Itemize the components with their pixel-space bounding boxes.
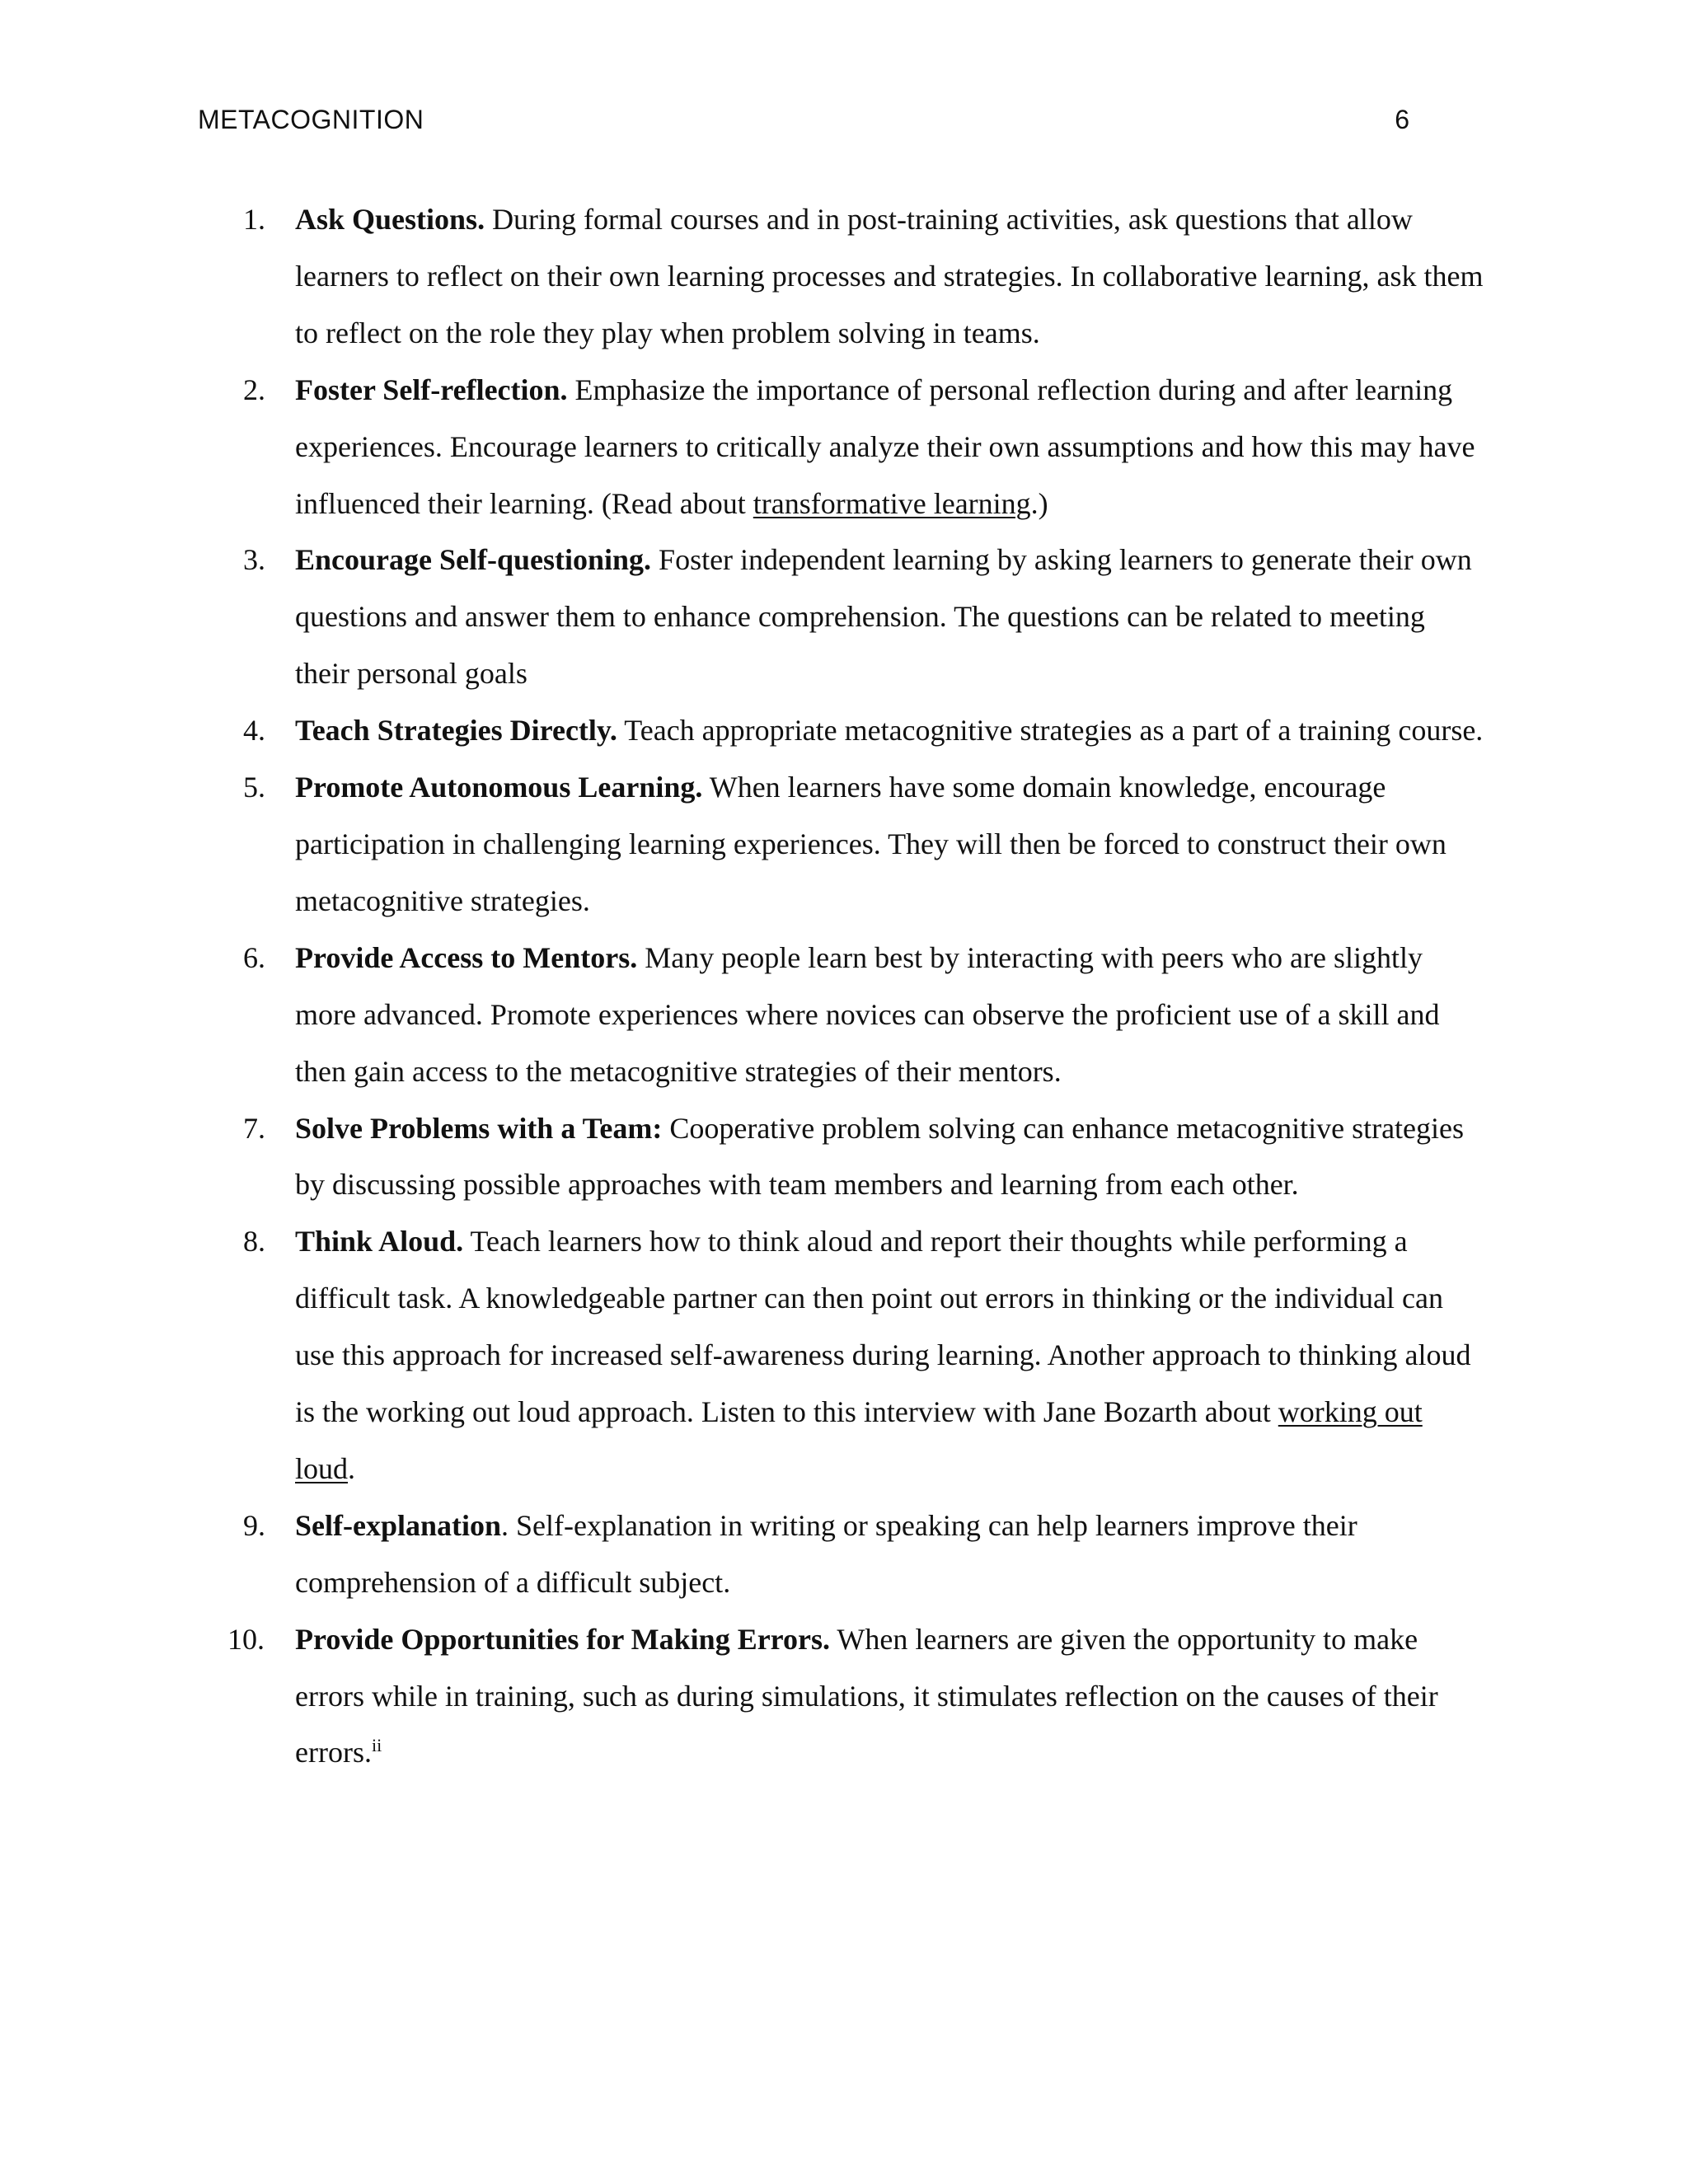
item-title: Ask Questions. bbox=[295, 203, 485, 236]
list-item bbox=[198, 532, 1484, 702]
working-out-loud-link[interactable]: working out loud bbox=[295, 1395, 1423, 1485]
list-item bbox=[198, 1100, 1484, 1214]
list-item bbox=[198, 1611, 1484, 1782]
list-item bbox=[198, 702, 1484, 759]
list-item bbox=[198, 759, 1484, 930]
list-item bbox=[198, 191, 1484, 362]
item-text: Teach learners how to think aloud and report their thoughts while performing a difficult task. A knowledgeable partner can then point out errors in thinking or the individual can use this approach for increased self-awareness during learning. Another approach to thinking aloud is the working out loud approach. Listen to this interview with Jane Bozarth about bbox=[295, 1225, 1471, 1429]
item-text: When learners have some domain knowledge, encourage participation in challenging learning experiences. They will then be forced to construct their own metacognitive strategies. bbox=[295, 771, 1447, 917]
item-text: Teach appropriate metacognitive strategies as a part of a training course. bbox=[617, 714, 1484, 748]
item-text-after: . bbox=[348, 1451, 356, 1485]
item-title: Solve Problems with a Team: bbox=[295, 1111, 663, 1145]
item-number: 7. bbox=[243, 1111, 265, 1145]
item-title: Encourage Self-questioning. bbox=[295, 543, 652, 577]
item-text: Emphasize the importance of personal reflection during and after learning experiences. Encourage learners to critically analyze their own assumptions and how this may have influenced their learning. (Read about bbox=[295, 373, 1475, 520]
item-title: Promote Autonomous Learning. bbox=[295, 771, 703, 804]
list-item bbox=[198, 1213, 1484, 1497]
page-number: 6 bbox=[1395, 105, 1409, 134]
item-text-after: .) bbox=[1030, 486, 1048, 520]
item-title: Foster Self-reflection. bbox=[295, 373, 568, 406]
item-title: Teach Strategies Directly. bbox=[295, 714, 617, 748]
item-number: 5. bbox=[243, 771, 265, 804]
item-number: 1. bbox=[243, 203, 265, 236]
list-item bbox=[198, 930, 1484, 1100]
item-number: 6. bbox=[243, 940, 265, 974]
item-text: Many people learn best by interacting with peers who are slightly more advanced. Promote experiences where novices can observe the proficient use of a skill and then gain access to the metacognitive strategies of their mentors. bbox=[295, 940, 1440, 1088]
item-title: Think Aloud. bbox=[295, 1225, 464, 1258]
endnote-marker: ii bbox=[371, 1735, 382, 1756]
strategy-list bbox=[198, 191, 1484, 1781]
item-text: Foster independent learning by asking learners to generate their own questions and answer them to enhance comprehension. The questions can be related to meeting their personal goals bbox=[295, 543, 1472, 691]
item-number: 4. bbox=[243, 714, 265, 748]
item-text: . Self-explanation in writing or speaking can help learners improve their comprehension of a difficult subject. bbox=[295, 1508, 1357, 1599]
item-title: Provide Opportunities for Making Errors. bbox=[295, 1622, 831, 1656]
item-number: 2. bbox=[243, 373, 265, 406]
item-number: 3. bbox=[243, 543, 265, 577]
item-title: Provide Access to Mentors. bbox=[295, 940, 638, 974]
item-title: Self-explanation bbox=[295, 1508, 502, 1542]
item-number: 10. bbox=[227, 1622, 265, 1656]
list-item bbox=[198, 1497, 1484, 1611]
transformative-learning-link[interactable]: transformative learning bbox=[753, 486, 1031, 520]
item-text: When learners are given the opportunity to make errors while in training, such as during simulations, it stimulates reflection on the causes of their errors. bbox=[295, 1622, 1438, 1769]
item-number: 8. bbox=[243, 1225, 265, 1258]
item-number: 9. bbox=[243, 1508, 265, 1542]
item-text: Cooperative problem solving can enhance metacognitive strategies by discussing possible approaches with team members and learning from each other. bbox=[295, 1111, 1465, 1202]
list-item bbox=[198, 362, 1484, 532]
item-text: During formal courses and in post-training activities, ask questions that allow learners to reflect on their own learning processes and strategies. In collaborative learning, ask them to reflect on the role they play when problem solving in teams. bbox=[295, 203, 1484, 349]
running-head: METACOGNITION bbox=[198, 105, 424, 134]
page-header bbox=[198, 99, 1409, 140]
